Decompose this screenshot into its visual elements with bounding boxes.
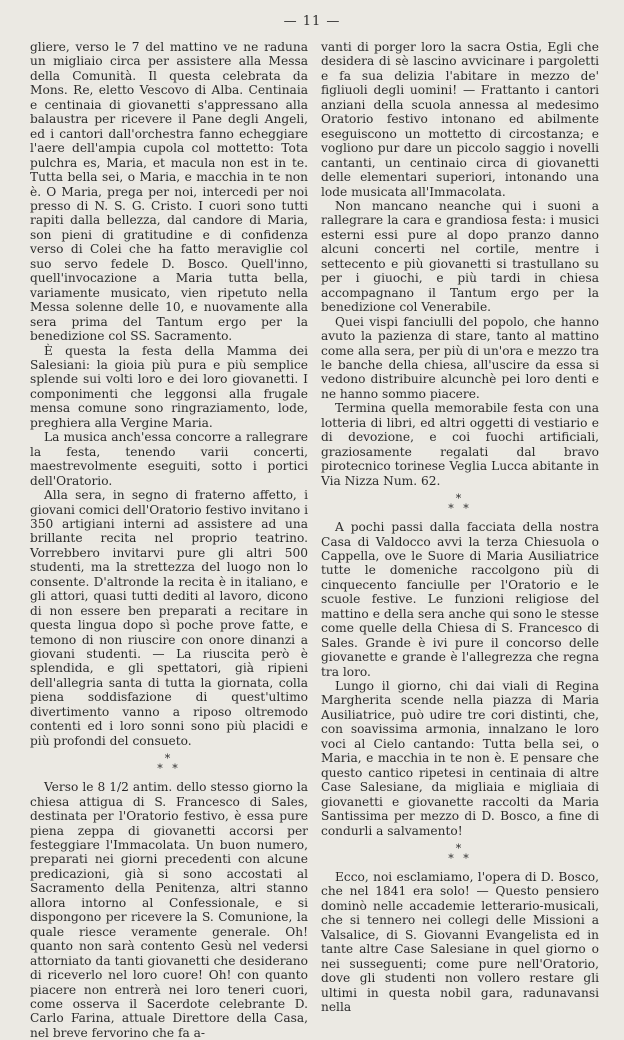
paragraph: A pochi passi dalla facciata della nostra Casa di Valdocco avvi la terza Chiesuola o Cappella, ove le Suore di Maria Ausiliatrice tutte le domeniche raccolgono più di cinquecento fanciulle per l'Oratorio e le scuole festive. Le funzioni religiose del mattino e della sera anche qui sono le stesse come quelle della Chiesa di S. Francesco di Sales. Grande è ivi pure il concorso delle giovanette e grande è l'allegrezza che regna tra loro. xyxy=(321,520,599,679)
paragraph: Verso le 8 1/2 antim. dello stesso giorno la chiesa attigua di S. Francesco di Sales, destinata per l'Oratorio festivo, è essa pure piena zeppa di giovanetti accorsi per festeggiare l'Immacolata. Un buon numero, preparati nei giorni precedenti con alcune predicazioni, già si sono accostati al Sacramento della Penitenza, altri stanno allora intorno al Confessionale, e si dispongono per ricevere la S. Comunione, la quale riesce veramente generale. Oh! quanto non sarà contento Gesù nel vedersi attorniato da tanti giovanetti che desiderano di riceverlo nel loro cuore! Oh! con quanto piacere non entrerà nei loro teneri cuori, come osserva il Sacerdote celebrante D. Carlo Farina, attuale Direttore della Casa, nel breve fervorino che fa a- xyxy=(30,780,308,1040)
paragraph: Termina quella memorabile festa con una lotteria di libri, ed altri oggetti di vestiario e di devozione, e coi fuochi artificiali, graziosamente regalati dal bravo pirotecnico torinese Veglia Lucca abitante in Via Nizza Num. 62. xyxy=(321,401,599,488)
paragraph: vanti di porger loro la sacra Ostia, Egli che desidera di sè lascino avvicinare i pargoletti e fa sua delizia l'abitare in mezzo de' figliuoli degli uomini! — Frattanto i cantori anziani della scuola annessa al medesimo Oratorio festivo intonano ed abilmente eseguiscono un mottetto di circostanza; e vogliono pur dare un piccolo saggio i novelli cantanti, un centinaio circa di giovanetti delle elementari superiori, intonando una lode musicata all'Immacolata. xyxy=(321,40,599,199)
left-column xyxy=(30,40,308,1040)
paragraph: Quei vispi fanciulli del popolo, che hanno avuto la pazienza di stare, tanto al mattino come alla sera, per più di un'ora e mezzo tra le banche della chiesa, all'uscire da essa si vedono distribuire alcunchè pei loro denti e ne hanno sommo piacere. xyxy=(321,314,599,401)
page-number: — 11 — xyxy=(283,14,341,29)
paragraph: La musica anch'essa concorre a rallegrare la festa, tenendo varii concerti, maestrevolmente eseguiti, sotto i portici dell'Oratorio. xyxy=(30,430,308,488)
right-column xyxy=(321,40,599,1015)
paragraph: Ecco, noi esclamiamo, l'opera di D. Bosco, che nel 1841 era solo! — Questo pensiero dominò nelle accademie letterario-musicali, che si tennero nei collegi delle Missioni a Valsalice, di S. Giovanni Evangelista ed in tante altre Case Salesiane in quel giorno o nei susseguenti; come pure nell'Oratorio, dove gli studenti non vollero restare gli ultimi in questa nobil gara, radunavansi nella xyxy=(321,870,599,1015)
paragraph: È questa la festa della Mamma dei Salesiani: la gioia più pura e più semplice splende sui volti loro e dei loro giovanetti. I componimenti che leggonsi alla frugale mensa comune sono ringraziamento, lode, preghiera alla Vergine Maria. xyxy=(30,343,308,430)
section-separator-stars: * * * xyxy=(157,752,181,776)
paragraph: Lungo il giorno, chi dai viali di Regina Margherita scende nella piazza di Maria Ausiliatrice, può udire tre cori distinti, che, con soavissima armonia, innalzano le loro voci al Cielo cantando: Tutta bella sei, o Maria, e macchia in te non è. E pensare che questo cantico ripetesi in centinaia di altre Case Salesiane, da migliaia e migliaia di giovanetti e giovanette raccolti da Maria Santissima per mezzo di D. Bosco, a fine di condurli a salvamento! xyxy=(321,679,599,838)
section-separator-stars: * * * xyxy=(448,842,472,866)
paragraph: Alla sera, in segno di fraterno affetto, i giovani comici dell'Oratorio festivo invitano i 350 artigiani interni ad assistere ad una brillante recita nel proprio teatrino. Vorrebbero invitarvi pure gli altri 500 studenti, ma la strettezza del luogo non lo consente. D'altronde la recita è in italiano, e gli attori, quasi tutti dediti al lavoro, dicono di non essere ben preparati a recitare in questa lingua dopo sì poche prove fatte, e temono di non riuscire con onore dinanzi a giovani studenti. — La riuscita però è splendida, e gli spettatori, già ripieni dell'allegria santa di tutta la giornata, colla piena soddisfazione di quest'ultimo divertimento vanno a riposo oltremodo contenti ed i loro sonni sono più placidi e più profondi del consueto. xyxy=(30,488,308,748)
paragraph: gliere, verso le 7 del mattino ve ne raduna un migliaio circa per assistere alla Messa della Comunità. Il questa celebrata da Mons. Re, eletto Vescovo di Alba. Centinaia e centinaia di giovanetti s'appressano alla balaustra per ricevere il Pane degli Angeli, ed i cantori dall'orchestra fanno echeggiare l'aere dell'ampia cupola col mottetto: Tota pulchra es, Maria, et macula non est in te. Tutta bella sei, o Maria, e macchia in te non è. O Maria, prega per noi, intercedi per noi presso di N. S. G. Cristo. I cuori sono tutti rapiti dalla bellezza, dal candore di Maria, son pieni di gratitudine e di confidenza verso di Colei che ha fatto meraviglie col suo servo fedele D. Bosco. Quell'inno, quell'invocazione a Maria tutta bella, variamente musicato, vien ripetuto nella Messa solenne delle 10, e nuovamente alla sera prima del Tantum ergo per la benedizione col SS. Sacramento. xyxy=(30,40,308,344)
section-separator-stars: * * * xyxy=(448,492,472,516)
paragraph: Non mancano neanche qui i suoni a rallegrare la cara e grandiosa festa: i musici esterni essi pure al dopo pranzo danno alcuni concerti nel cortile, mentre i settecento e più giovanetti si trastullano su per i giuochi, e più tardi in chiesa accompagnano il Tantum ergo per la benedizione col Venerabile. xyxy=(321,198,599,315)
